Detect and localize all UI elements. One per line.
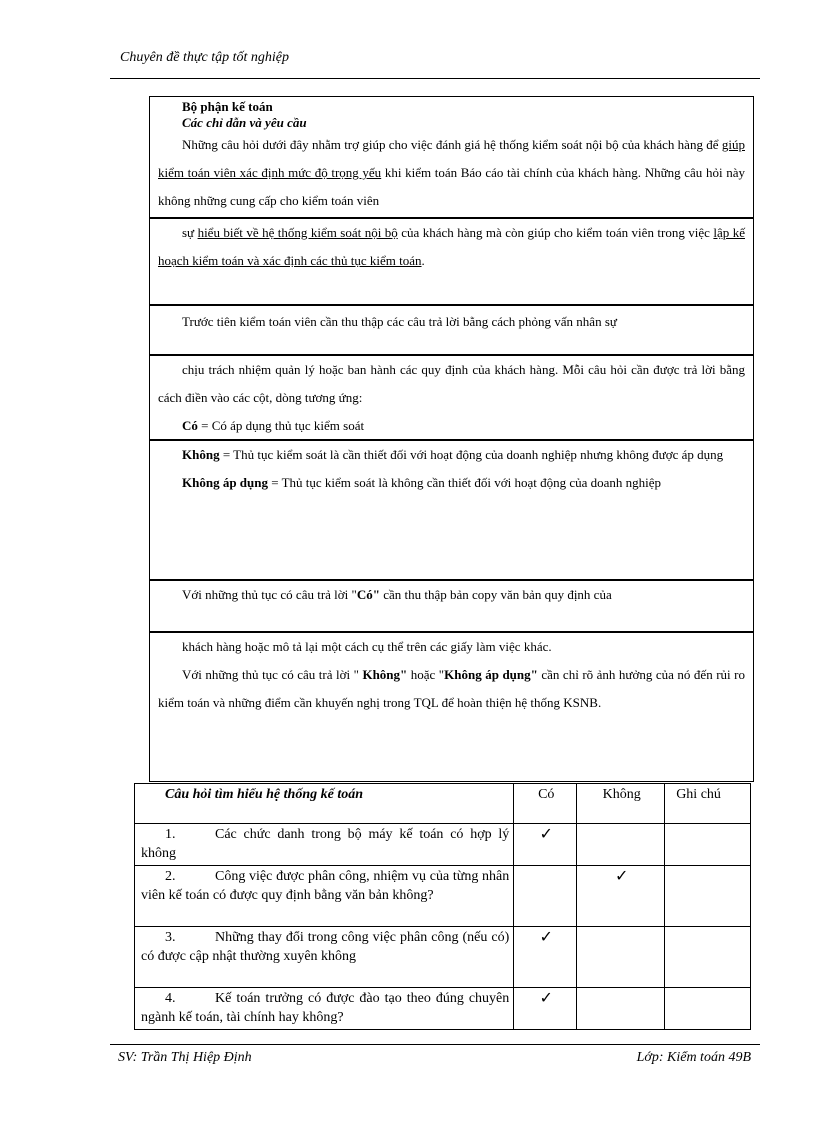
instructions-box-1 bbox=[149, 96, 754, 218]
co-check-cell[interactable]: ✓ bbox=[514, 927, 577, 988]
co-check-cell[interactable]: ✓ bbox=[514, 824, 577, 866]
footer-class: Lớp: Kiểm toán 49B bbox=[636, 1050, 751, 1065]
question-cell: 1. Các chức danh trong bộ máy kế toán có hợp lý không bbox=[135, 824, 514, 866]
accounting-system-questionnaire-table bbox=[134, 783, 751, 1030]
question-cell: 3. Những thay đổi trong công việc phân công (nếu có) có được cập nhật thường xuyên không bbox=[135, 927, 514, 988]
intro-paragraph-2: sự hiểu biết về hệ thống kiểm soát nội bộ của khách hàng mà còn giúp cho kiểm toán viên trong việc lập kế hoạch kiểm toán và xác định các thủ tục kiểm toán. bbox=[158, 225, 745, 268]
note-cell[interactable] bbox=[665, 866, 751, 927]
instructions-box-5 bbox=[149, 440, 754, 580]
note-cell[interactable] bbox=[665, 988, 751, 1030]
question-cell: 2. Công việc được phân công, nhiệm vụ của từng nhân viên kế toán có được quy định bằng văn bản không? bbox=[135, 866, 514, 927]
note-cell[interactable] bbox=[665, 927, 751, 988]
instructions-box-4 bbox=[149, 355, 754, 440]
footer-rule bbox=[110, 1044, 760, 1045]
instructions-box-6 bbox=[149, 580, 754, 632]
co-check-cell[interactable] bbox=[514, 866, 577, 927]
header-question: Câu hỏi tìm hiểu hệ thống kế toán bbox=[135, 784, 514, 824]
table-row bbox=[135, 824, 751, 866]
footer-student-name: SV: Trần Thị Hiệp Định bbox=[118, 1050, 252, 1065]
table-header-row bbox=[135, 784, 751, 824]
note-cell[interactable] bbox=[665, 824, 751, 866]
khong-check-cell[interactable]: ✓ bbox=[577, 866, 665, 927]
instructions-box-2 bbox=[149, 218, 754, 305]
khong-ap-dung-definition: Không áp dụng = Thủ tục kiểm soát là không cần thiết đối với hoạt động của doanh nghiệp bbox=[182, 475, 662, 490]
intro-paragraph-6: khách hàng hoặc mô tả lại một cách cụ thể trên các giấy làm việc khác. bbox=[182, 639, 552, 654]
intro-paragraph-3: Trước tiên kiểm toán viên cần thu thập các câu trả lời bằng cách phỏng vấn nhân sự bbox=[182, 314, 617, 329]
header-ghi-chu: Ghi chú bbox=[665, 784, 751, 824]
khong-check-cell[interactable] bbox=[577, 824, 665, 866]
co-check-cell[interactable]: ✓ bbox=[514, 988, 577, 1030]
instructions-box-3 bbox=[149, 305, 754, 355]
intro-paragraph-4: chịu trách nhiệm quản lý hoặc ban hành các quy định của khách hàng. Mỗi câu hỏi cần được trả lời bằng cách điền vào các cột, dòng tương ứng: bbox=[158, 362, 745, 405]
intro-paragraph-1: Những câu hỏi dưới đây nhằm trợ giúp cho việc đánh giá hệ thống kiểm soát nội bộ của khách hàng để giúp kiểm toán viên xác định mức độ trọng yếu khi kiểm toán Báo cáo tài chính của khách hàng. Những câu hỏi này không những cung cấp cho kiểm toán viên bbox=[158, 137, 745, 208]
khong-definition: Không = Thủ tục kiểm soát là cần thiết đối với hoạt động của doanh nghiệp nhưng không được áp dụng bbox=[182, 447, 724, 462]
header-co: Có bbox=[514, 784, 577, 824]
khong-check-cell[interactable] bbox=[577, 988, 665, 1030]
table-row bbox=[135, 927, 751, 988]
section-subheading: Các chỉ dẫn và yêu cầu bbox=[182, 115, 307, 130]
table-row bbox=[135, 866, 751, 927]
document-header-title: Chuyên đề thực tập tốt nghiệp bbox=[120, 50, 289, 65]
instructions-box-7 bbox=[149, 632, 754, 782]
intro-paragraph-5: Với những thủ tục có câu trả lời "Có" cần thu thập bản copy văn bản quy định của bbox=[182, 587, 612, 602]
khong-check-cell[interactable] bbox=[577, 927, 665, 988]
question-cell: 4. Kế toán trưởng có được đào tạo theo đúng chuyên ngành kế toán, tài chính hay không? bbox=[135, 988, 514, 1030]
intro-paragraph-7: Với những thủ tục có câu trả lời " Không" hoặc "Không áp dụng" cần chỉ rõ ảnh hưởng của nó đến rủi ro kiểm toán và những điểm cần khuyến nghị trong TQL để hoàn thiện hệ thống KSNB. bbox=[158, 667, 745, 710]
section-heading: Bộ phận kế toán bbox=[182, 99, 273, 114]
header-khong: Không bbox=[577, 784, 665, 824]
co-definition: Có = Có áp dụng thủ tục kiểm soát bbox=[182, 418, 365, 433]
header-rule bbox=[110, 78, 760, 79]
table-row bbox=[135, 988, 751, 1030]
